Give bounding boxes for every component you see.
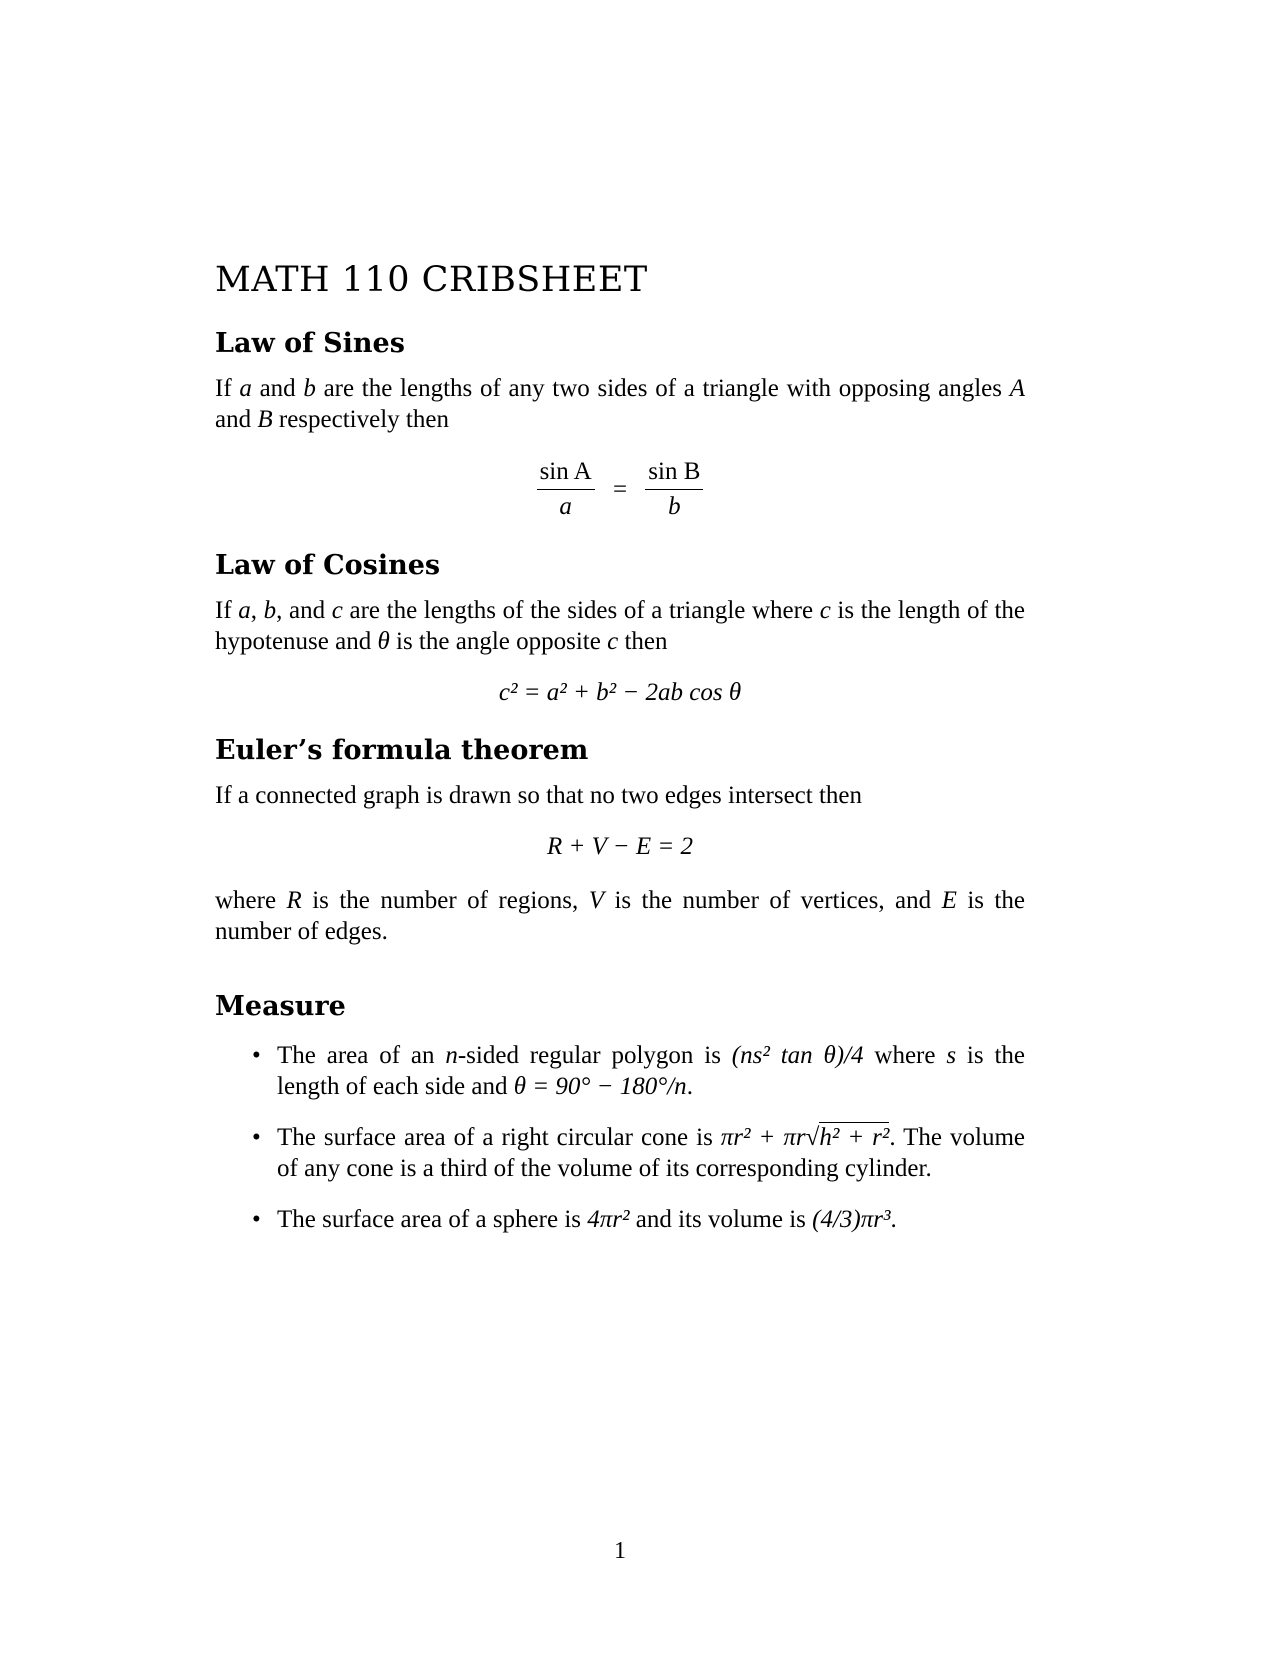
numerator: sin B <box>645 457 703 490</box>
bullet-icon: • <box>252 1124 261 1151</box>
text: is the length of the hypotenuse and <box>215 597 1025 655</box>
math-var: R <box>286 887 302 914</box>
sines-paragraph <box>215 373 1025 435</box>
heading-law-of-sines: Law of Sines <box>215 328 405 359</box>
math-var: a <box>238 597 251 624</box>
math-var: s <box>946 1042 957 1069</box>
sqrt-sign: √ <box>805 1124 820 1151</box>
text: and <box>215 406 258 433</box>
section-euler <box>215 735 1025 947</box>
text: . <box>890 1206 897 1233</box>
text: . The volume of any cone is a third of the volume of its corresponding cylinder. <box>277 1124 1025 1182</box>
math-var: E <box>941 887 957 914</box>
math-var: θ <box>377 628 390 655</box>
text: and its volume is <box>629 1206 813 1233</box>
math-var: V <box>588 887 604 914</box>
law-of-sines-formula <box>215 457 1025 522</box>
math-expr: (ns² tan θ)/4 <box>731 1042 864 1069</box>
text: The surface area of a sphere is <box>277 1206 588 1233</box>
text: If <box>215 375 240 402</box>
math-var: n <box>445 1042 458 1069</box>
denominator: b <box>668 493 681 520</box>
text: , <box>250 597 264 624</box>
euler-formula: R + V − E = 2 <box>547 833 693 860</box>
text: is the length of each side and <box>277 1042 1026 1100</box>
cosines-paragraph <box>215 595 1025 657</box>
section-measure <box>215 991 1025 1235</box>
text: and <box>251 375 304 402</box>
math-expr: 4πr² <box>587 1206 630 1233</box>
text: , and <box>276 597 332 624</box>
heading-law-of-cosines: Law of Cosines <box>215 550 441 581</box>
text: If <box>215 597 239 624</box>
section-law-of-sines <box>215 328 1025 522</box>
text: is the number of edges. <box>215 887 1025 945</box>
text: is the number of vertices, and <box>604 887 942 914</box>
math-var: B <box>257 406 273 433</box>
text: The surface area of a right circular cone is <box>277 1124 721 1151</box>
fraction-sin-a <box>537 457 595 522</box>
heading-euler: Euler’s formula theorem <box>215 735 589 766</box>
text: are the lengths of the sides of a triangle where <box>342 597 820 624</box>
math-var: A <box>1009 375 1025 402</box>
bullet-icon: • <box>252 1042 261 1069</box>
math-var: b <box>263 597 277 624</box>
fraction-sin-b <box>645 457 703 522</box>
text: respectively then <box>272 406 449 433</box>
heading-measure: Measure <box>215 991 346 1022</box>
euler-intro: If a connected graph is drawn so that no two edges intersect then <box>215 782 863 809</box>
text: The area of an <box>277 1042 446 1069</box>
math-var: c <box>819 597 831 624</box>
math-expr: (4/3)πr³ <box>812 1206 891 1233</box>
text: are the lengths of any two sides of a triangle with opposing angles <box>315 375 1010 402</box>
math-expr: πr² + πr <box>720 1124 806 1151</box>
math-var: a <box>239 375 252 402</box>
math-var: b <box>303 375 316 402</box>
math-var: c <box>331 597 343 624</box>
sqrt-radicand: h² + r² <box>819 1124 890 1151</box>
text: where <box>215 887 287 914</box>
equals-sign: = <box>612 475 628 503</box>
page-title: MATH 110 CRIBSHEET <box>215 260 648 300</box>
text: where <box>863 1042 947 1069</box>
list-item <box>252 1204 1025 1235</box>
text: then <box>618 628 668 655</box>
math-expr: θ = 90° − 180°/n <box>513 1073 687 1100</box>
text: . <box>686 1073 693 1100</box>
document-body <box>215 250 1025 1255</box>
section-law-of-cosines <box>215 550 1025 707</box>
page-number: 1 <box>614 1538 626 1564</box>
measure-list <box>215 1040 1025 1235</box>
euler-explanation <box>215 885 1025 947</box>
text: is the angle opposite <box>389 628 608 655</box>
text: is the number of regions, <box>301 887 589 914</box>
law-of-cosines-formula: c² = a² + b² − 2ab cos θ <box>498 679 742 706</box>
bullet-icon: • <box>252 1206 261 1233</box>
list-item <box>252 1122 1025 1184</box>
denominator: a <box>559 493 572 520</box>
math-var: c <box>607 628 619 655</box>
list-item <box>252 1040 1026 1102</box>
text: -sided regular polygon is <box>457 1042 732 1069</box>
numerator: sin A <box>537 457 595 490</box>
